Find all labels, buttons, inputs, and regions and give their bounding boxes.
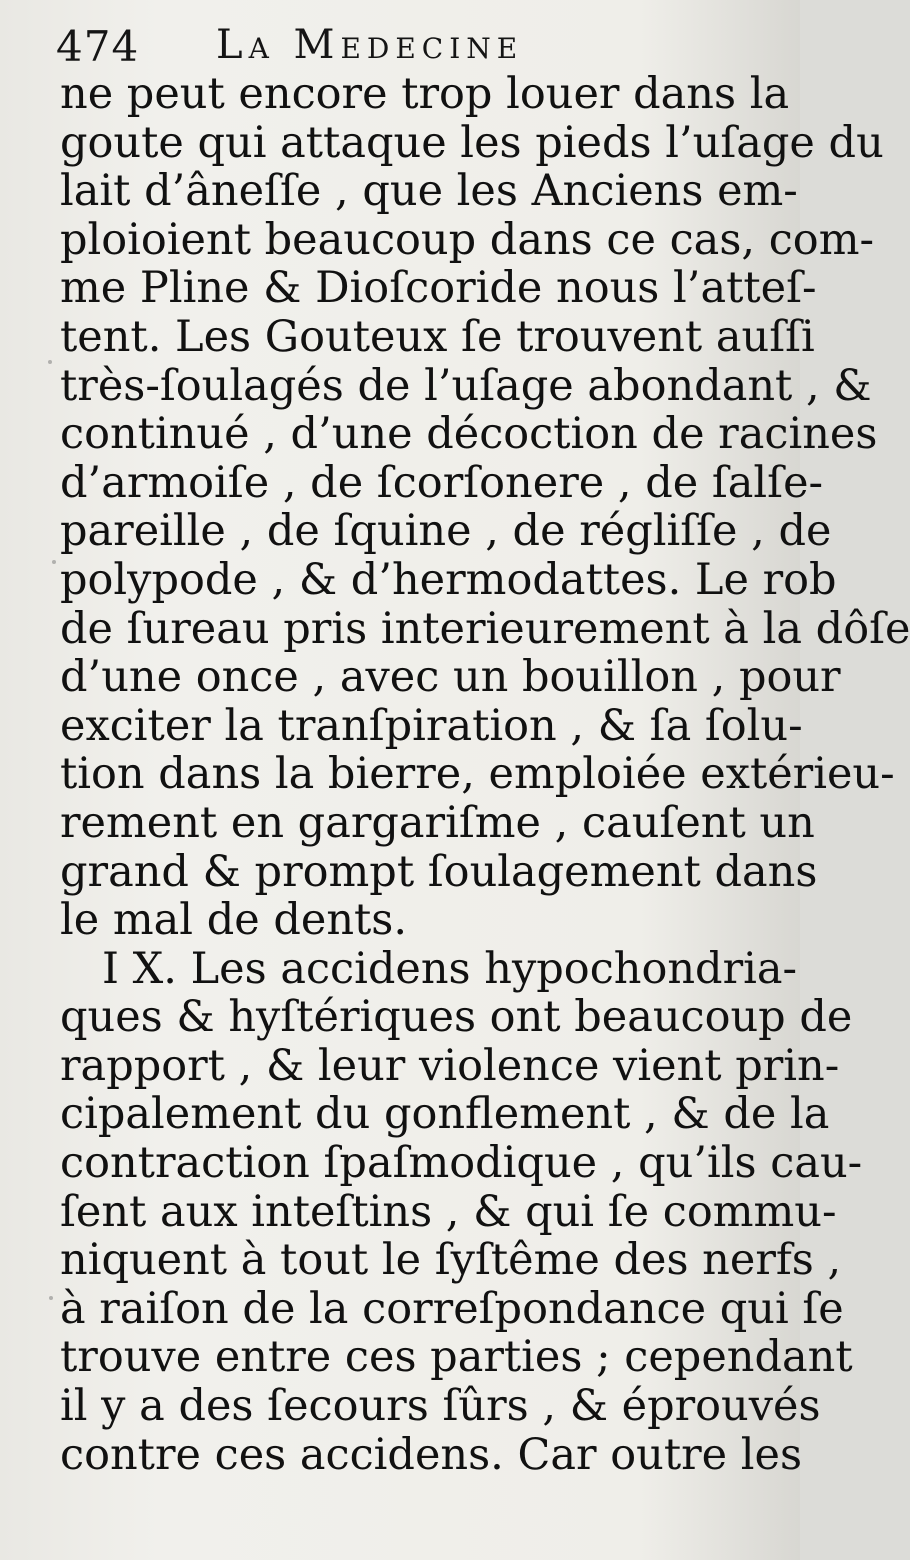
text-line: cipalement du gonflement , & de la — [60, 1089, 830, 1140]
text-line: à raiſon de la correſpondance qui ſe — [60, 1283, 844, 1334]
text-line: de ſureau pris interieurement à la dôſe — [60, 603, 910, 654]
text-line: goute qui attaque les pieds l’uſage du — [60, 117, 884, 168]
text-line: d’une once , avec un bouillon , pour — [60, 652, 841, 703]
text-line: ploioient beaucoup dans ce cas, com- — [60, 214, 874, 265]
text-line: il y a des ſecours ſûrs , & éprouvés — [60, 1381, 821, 1432]
page-number: 474 — [56, 22, 140, 71]
text-line: contre ces accidens. Car outre les — [60, 1429, 803, 1480]
text-line: pareille , de ſquine , de régliſſe , de — [60, 506, 832, 557]
body-text — [60, 69, 910, 1510]
text-line: contraction ſpaſmodique , qu’ils cau- — [60, 1138, 863, 1189]
text-line: polypode , & d’hermodattes. Le rob — [60, 554, 837, 605]
paper-speck — [49, 1296, 53, 1300]
text-line: d’armoiſe , de ſcorſonere , de ſalſe- — [60, 457, 824, 508]
text-line: ques & hyſtériques ont beaucoup de — [60, 992, 853, 1043]
text-line: me Pline & Dioſcoride nous l’atteſ- — [60, 263, 817, 314]
paper-speck — [48, 360, 52, 364]
text-line: grand & prompt ſoulagement dans — [60, 846, 818, 897]
text-line: lait d’âneſſe , que les Anciens em- — [60, 166, 798, 217]
text-line: ſent aux inteſtins , & qui ſe commu- — [60, 1186, 837, 1237]
text-line: niquent à tout le ſyſtême des nerfs , — [60, 1235, 842, 1286]
text-line: continué , d’une décoction de racines — [60, 409, 878, 460]
text-line: le mal de dents. — [60, 895, 408, 946]
text-line: exciter la tranſpiration , & ſa ſolu- — [60, 700, 803, 751]
text-line: tion dans la bierre, emploiée extérieu- — [60, 749, 895, 800]
text-line: I X. Les accidens hypochondria- — [102, 943, 798, 994]
text-line: tent. Les Gouteux ſe trouvent auſſi — [60, 311, 815, 362]
text-line: ne peut encore trop louer dans la — [60, 69, 790, 119]
text-line: trouve entre ces parties ; cependant — [60, 1332, 853, 1383]
text-line: très-ſoulagés de l’uſage abondant , & — [60, 360, 872, 411]
running-title: La Medecine — [216, 22, 524, 68]
page-header — [56, 22, 746, 70]
text-line: rapport , & leur violence vient prin- — [60, 1040, 840, 1091]
text-line: rement en gargariſme , cauſent un — [60, 797, 815, 848]
paper-speck — [52, 560, 56, 564]
